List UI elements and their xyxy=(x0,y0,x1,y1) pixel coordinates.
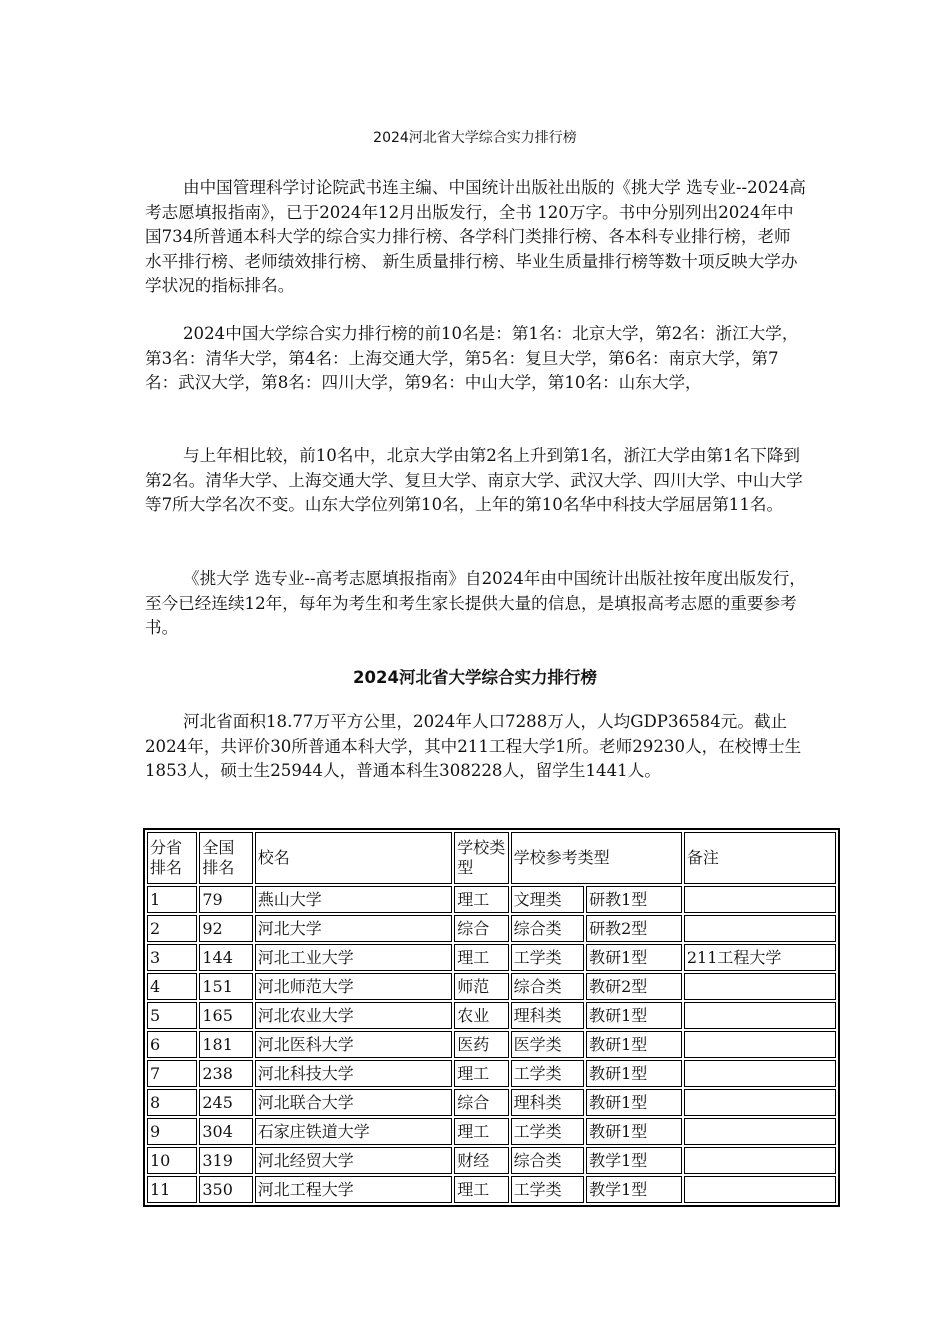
cell-school-type: 师范 xyxy=(454,973,508,1000)
paragraph-province-intro: 河北省面积18.77万平方公里，2024年人口7288万人，人均GDP36584元。截止2024年，共评价30所普通本科大学，其中211工程大学1所。老师29230人，在校博士生1853人，硕士生25944人，普通本科生308228人，留学生1441人。 xyxy=(145,712,802,781)
cell-ref-category: 工学类 xyxy=(511,1060,585,1087)
cell-school-type: 综合 xyxy=(454,1089,508,1116)
cell-ref-category: 综合类 xyxy=(511,973,585,1000)
paragraph-top10: 2024中国大学综合实力排行榜的前10名是：第1名：北京大学，第2名：浙江大学，第3名：清华大学，第4名：上海交通大学，第5名：复旦大学，第6名：南京大学，第7名：武汉大学，第8名：四川大学，第9名：中山大学，第10名：山东大学， xyxy=(145,324,799,393)
cell-school-type: 财经 xyxy=(454,1147,508,1174)
cell-nat-rank: 304 xyxy=(199,1118,252,1145)
table-row xyxy=(147,1060,836,1087)
cell-school-name: 河北工业大学 xyxy=(255,944,452,971)
cell-nat-rank: 92 xyxy=(199,915,252,942)
cell-school-name: 河北师范大学 xyxy=(255,973,452,1000)
cell-school-type: 理工 xyxy=(454,886,508,913)
cell-note xyxy=(684,1089,836,1116)
cell-ref-category: 理科类 xyxy=(511,1002,585,1029)
cell-school-name: 河北农业大学 xyxy=(255,1002,452,1029)
paragraph-book-intro: 由中国管理科学讨论院武书连主编、中国统计出版社出版的《挑大学 选专业--2024高考志愿填报指南》，已于2024年12月出版发行，全书 120万字。书中分别列出2024年中国734所普通本科大学的综合实力排行榜、各学科门类排行榜、各本科专业排行榜，老师水平排行榜、老师绩效排行榜、 新生质量排行榜、毕业生质量排行榜等数十项反映大学办学状况的指标排名。 xyxy=(145,178,806,296)
header-school-name: 校名 xyxy=(255,832,452,884)
cell-ref-category: 综合类 xyxy=(511,1147,585,1174)
cell-school-name: 河北经贸大学 xyxy=(255,1147,452,1174)
cell-note xyxy=(684,886,836,913)
cell-ref-category: 医学类 xyxy=(511,1031,585,1058)
cell-nat-rank: 79 xyxy=(199,886,252,913)
cell-nat-rank: 181 xyxy=(199,1031,252,1058)
cell-prov-rank: 2 xyxy=(147,915,197,942)
cell-school-name: 石家庄铁道大学 xyxy=(255,1118,452,1145)
table-row xyxy=(147,915,836,942)
cell-prov-rank: 6 xyxy=(147,1031,197,1058)
cell-school-type: 理工 xyxy=(454,1176,508,1203)
table-header-row xyxy=(147,832,836,884)
table-body xyxy=(147,886,836,1203)
cell-nat-rank: 151 xyxy=(199,973,252,1000)
cell-nat-rank: 238 xyxy=(199,1060,252,1087)
cell-note xyxy=(684,1002,836,1029)
cell-note xyxy=(684,1060,836,1087)
ranking-table xyxy=(143,828,840,1207)
table-row xyxy=(147,1031,836,1058)
cell-school-type: 理工 xyxy=(454,944,508,971)
cell-ref-level: 教研1型 xyxy=(586,1060,682,1087)
cell-ref-category: 综合类 xyxy=(511,915,585,942)
document-title: 2024河北省大学综合实力排行榜 xyxy=(373,130,577,146)
cell-prov-rank: 8 xyxy=(147,1089,197,1116)
cell-nat-rank: 319 xyxy=(199,1147,252,1174)
cell-note xyxy=(684,1176,836,1203)
table-row xyxy=(147,1118,836,1145)
cell-ref-level: 教研2型 xyxy=(586,973,682,1000)
cell-ref-level: 教学1型 xyxy=(586,1147,682,1174)
cell-ref-level: 研教2型 xyxy=(586,915,682,942)
table-row xyxy=(147,886,836,913)
cell-note xyxy=(684,973,836,1000)
cell-school-type: 医药 xyxy=(454,1031,508,1058)
cell-prov-rank: 4 xyxy=(147,973,197,1000)
cell-prov-rank: 11 xyxy=(147,1176,197,1203)
table-row xyxy=(147,1002,836,1029)
cell-school-name: 河北联合大学 xyxy=(255,1089,452,1116)
cell-prov-rank: 9 xyxy=(147,1118,197,1145)
header-note: 备注 xyxy=(684,832,836,884)
cell-nat-rank: 144 xyxy=(199,944,252,971)
cell-ref-category: 理科类 xyxy=(511,1089,585,1116)
table-row xyxy=(147,973,836,1000)
cell-nat-rank: 350 xyxy=(199,1176,252,1203)
cell-school-type: 综合 xyxy=(454,915,508,942)
cell-ref-category: 工学类 xyxy=(511,1118,585,1145)
paragraph-comparison: 与上年相比较，前10名中，北京大学由第2名上升到第1名，浙江大学由第1名下降到第2名。清华大学、上海交通大学、复旦大学、南京大学、武汉大学、四川大学、中山大学等7所大学名次不变。山东大学位列第10名，上年的第10名华中科技大学屈居第11名。 xyxy=(145,446,803,515)
cell-prov-rank: 5 xyxy=(147,1002,197,1029)
cell-prov-rank: 7 xyxy=(147,1060,197,1087)
cell-note: 211工程大学 xyxy=(684,944,836,971)
cell-school-type: 理工 xyxy=(454,1060,508,1087)
table-row xyxy=(147,1089,836,1116)
header-prov-rank: 分省排名 xyxy=(147,832,197,884)
cell-school-name: 河北医科大学 xyxy=(255,1031,452,1058)
cell-note xyxy=(684,1031,836,1058)
header-school-type: 学校类型 xyxy=(454,832,508,884)
cell-school-name: 河北科技大学 xyxy=(255,1060,452,1087)
cell-ref-category: 文理类 xyxy=(511,886,585,913)
cell-ref-level: 教研1型 xyxy=(586,1002,682,1029)
cell-nat-rank: 165 xyxy=(199,1002,252,1029)
cell-ref-category: 工学类 xyxy=(511,1176,585,1203)
cell-school-type: 理工 xyxy=(454,1118,508,1145)
cell-ref-level: 教研1型 xyxy=(586,1118,682,1145)
cell-school-name: 燕山大学 xyxy=(255,886,452,913)
cell-school-name: 河北大学 xyxy=(255,915,452,942)
cell-prov-rank: 1 xyxy=(147,886,197,913)
cell-note xyxy=(684,915,836,942)
cell-ref-category: 工学类 xyxy=(511,944,585,971)
table-row xyxy=(147,944,836,971)
cell-ref-level: 教研1型 xyxy=(586,1089,682,1116)
cell-school-type: 农业 xyxy=(454,1002,508,1029)
cell-ref-level: 教研1型 xyxy=(586,1031,682,1058)
table-row xyxy=(147,1176,836,1203)
cell-prov-rank: 3 xyxy=(147,944,197,971)
table-row xyxy=(147,1147,836,1174)
cell-note xyxy=(684,1147,836,1174)
section-title: 2024河北省大学综合实力排行榜 xyxy=(353,668,597,687)
cell-ref-level: 研教1型 xyxy=(586,886,682,913)
paragraph-book-history: 《挑大学 选专业--高考志愿填报指南》自2024年由中国统计出版社按年度出版发行，至今已经连续12年，每年为考生和考生家长提供大量的信息，是填报高考志愿的重要参考书。 xyxy=(145,569,806,638)
cell-school-name: 河北工程大学 xyxy=(255,1176,452,1203)
cell-ref-level: 教研1型 xyxy=(586,944,682,971)
cell-nat-rank: 245 xyxy=(199,1089,252,1116)
cell-note xyxy=(684,1118,836,1145)
cell-prov-rank: 10 xyxy=(147,1147,197,1174)
header-nat-rank: 全国排名 xyxy=(199,832,252,884)
cell-ref-level: 教学1型 xyxy=(586,1176,682,1203)
header-ref-type: 学校参考类型 xyxy=(511,832,682,884)
